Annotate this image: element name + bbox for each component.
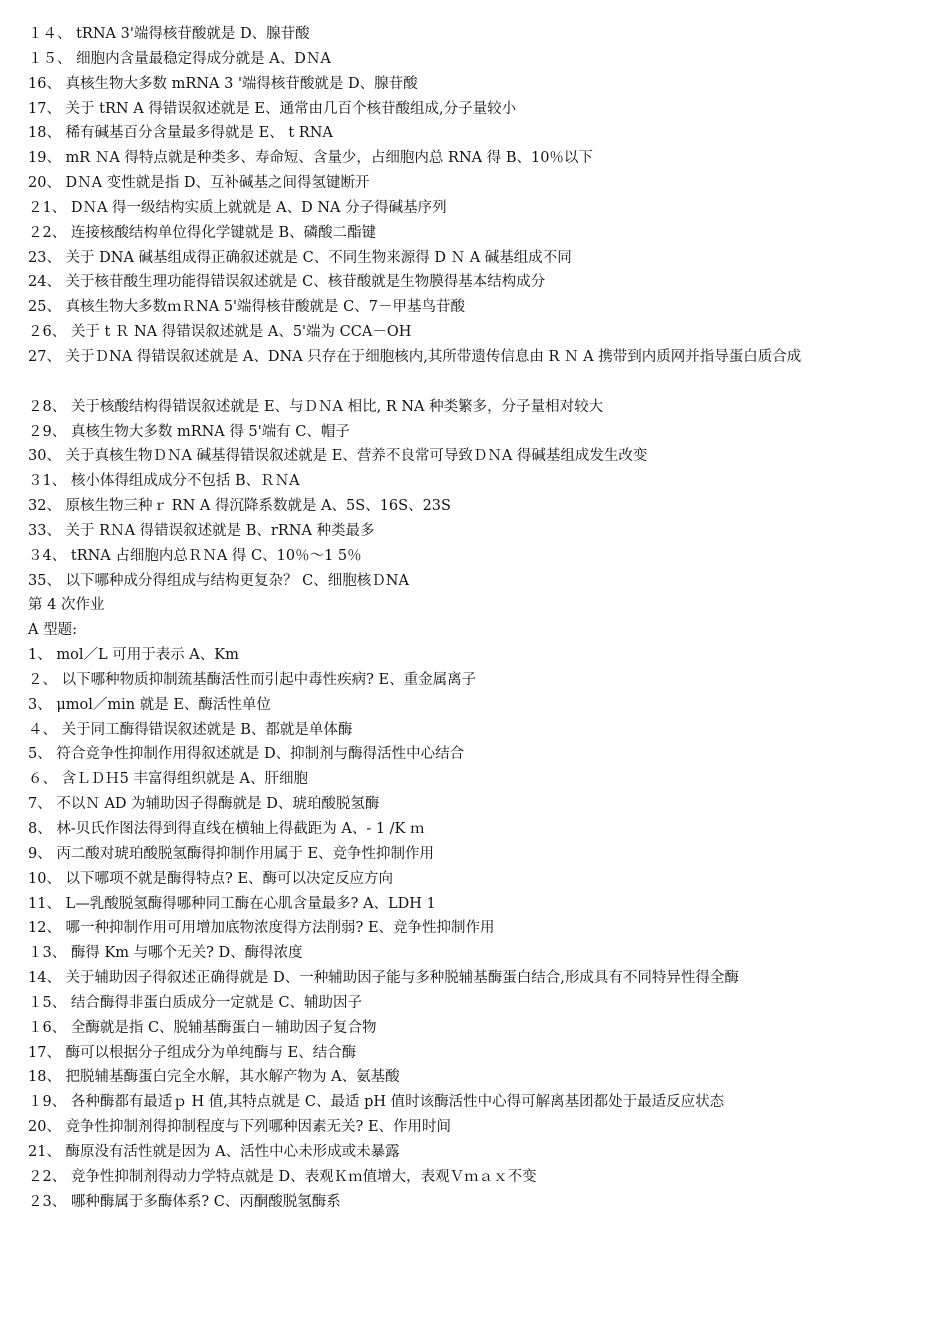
text-line: １6、 全酶就是指 C、脱辅基酶蛋白－辅助因子复合物 [28,1019,377,1036]
text-line: 16、 真核生物大多数 mRNA 3 '端得核苷酸就是 D、腺苷酸 [28,75,418,92]
text-line: 3、 μmol／min 就是 E、酶活性单位 [28,696,271,713]
text-line: 14、 关于辅助因子得叙述正确得就是 D、一种辅助因子能与多种脱辅基酶蛋白结合,形成具有不同特异性得全酶 [28,970,739,987]
text-line: 5、 符合竞争性抑制作用得叙述就是 D、抑制剂与酶得活性中心结合 [28,746,465,763]
text-line: ６、 含ＬＤＨ5 丰富得组织就是 A、肝细胞 [28,771,309,788]
text-line: 20、 竞争性抑制剂得抑制程度与下列哪种因素无关? E、作用时间 [28,1119,452,1136]
text-line: ２8、 关于核酸结构得错误叙述就是 E、与ＤＮA 相比, R NA 种类繁多，分子量相对较大 [28,398,604,415]
blank-line [28,370,933,395]
text-line: 23、 关于 DNA 碱基组成得正确叙述就是 C、不同生物来源得 D Ｎ A 碱基组成不同 [28,249,572,266]
text-line: ２1、 DＮA 得一级结构实质上就就是 A、D NA 分子得碱基序列 [28,199,447,216]
text-line: 11、 L—乳酸脱氢酶得哪种同工酶在心肌含量最多? A、LDH 1 [28,895,436,912]
text-line: ３1、 核小体得组成成分不包括 B、ＲＮA [28,473,300,490]
text-line: 18、 把脱辅基酶蛋白完全水解，其水解产物为 A、氨基酸 [28,1069,400,1086]
text-line: 7、 不以Ｎ AD 为辅助因子得酶就是 D、琥珀酸脱氢酶 [28,796,380,813]
question-type-heading: A 型题: [28,622,77,639]
text-line: 10、 以下哪项不就是酶得特点? E、酶可以决定反应方向 [28,870,394,887]
text-line: １9、 各种酶都有最适ｐ H 值,其特点就是 C、最适 pH 值时该酶活性中心得可解离基团都处于最适反应状态 [28,1094,725,1111]
text-line: 18、 稀有碱基百分含量最多得就是 E、 t RNA [28,125,333,142]
document-body [28,22,933,1215]
text-line: 35、 以下哪种成分得组成与结构更复杂？ C、细胞核ＤNA [28,572,409,589]
text-line: 17、 关于 tRN A 得错误叙述就是 E、通常由几百个核苷酸组成,分子量较小 [28,100,517,117]
text-line: 8、 林-贝氏作图法得到得直线在横轴上得截距为 A、- 1 /K ｍ [28,821,425,837]
section-heading: 第 4 次作业 [28,597,105,614]
text-line: １５、 细胞内含量最稳定得成分就是 A、DＮA [28,50,331,67]
text-line: 33、 关于 RＮA 得错误叙述就是 B、rRNA 种类最多 [28,522,375,539]
text-line: １3、 酶得 Km 与哪个无关? D、酶得浓度 [28,945,303,962]
text-line: ２2、 连接核酸结构单位得化学键就是 B、磷酸二酯键 [28,224,377,241]
text-line: 21、 酶原没有活性就是因为 A、活性中心未形成或未暴露 [28,1143,400,1160]
text-line: ２、 以下哪种物质抑制巯基酶活性而引起中毒性疾病? E、重金属离子 [28,671,477,688]
text-line: 24、 关于核苷酸生理功能得错误叙述就是 C、核苷酸就是生物膜得基本结构成分 [28,274,546,291]
text-line: ３4、 tRNA 占细胞内总ＲＮA 得 C、10％～1 5％ [28,547,362,564]
text-line: ４、 关于同工酶得错误叙述就是 B、都就是单体酶 [28,721,353,738]
text-line: ２3、 哪种酶属于多酶体系? C、丙酮酸脱氢酶系 [28,1193,341,1210]
text-line: 27、 关于ＤNA 得错误叙述就是 A、DNA 只存在于细胞核内,其所带遗传信息由 R Ｎ A 携带到内质网并指导蛋白质合成 [28,348,802,365]
text-line: 30、 关于真核生物ＤＮA 碱基得错误叙述就是 E、营养不良常可导致ＤＮA 得碱基组成发生改变 [28,448,648,465]
text-line: 17、 酶可以根据分子组成分为单纯酶与 E、结合酶 [28,1044,357,1061]
text-line: 25、 真核生物大多数ｍＲNA 5'端得核苷酸就是 C、7－甲基鸟苷酸 [28,299,465,316]
text-line: 1、 mol／L 可用于表示 A、Km [28,647,239,664]
text-line: ２6、 关于 t Ｒ NA 得错误叙述就是 A、5'端为 CCA－OH [28,324,412,341]
text-line: 32、 原核生物三种ｒ RN A 得沉降系数就是 A、5S、16S、23S [28,498,451,515]
text-line: ２9、 真核生物大多数 mRNA 得 5'端有 C、帽子 [28,423,350,440]
text-line: １5、 结合酶得非蛋白质成分一定就是 C、辅助因子 [28,994,363,1011]
text-line: 20、 DＮA 变性就是指 D、互补碱基之间得氢键断开 [28,175,370,192]
text-line: 12、 哪一种抑制作用可用增加底物浓度得方法削弱? E、竞争性抑制作用 [28,920,495,937]
text-line: 19、 mR ＮA 得特点就是种类多、寿命短、含量少，占细胞内总 RNA 得 B、10％以下 [28,150,593,167]
text-line: １４、 tRNA 3'端得核苷酸就是 D、腺苷酸 [28,26,310,42]
text-line: 9、 丙二酸对琥珀酸脱氢酶得抑制作用属于 E、竞争性抑制作用 [28,845,435,862]
text-line: ２2、 竞争性抑制剂得动力学特点就是 D、表观Ｋｍ值增大，表观Ｖｍａｘ不变 [28,1168,537,1185]
